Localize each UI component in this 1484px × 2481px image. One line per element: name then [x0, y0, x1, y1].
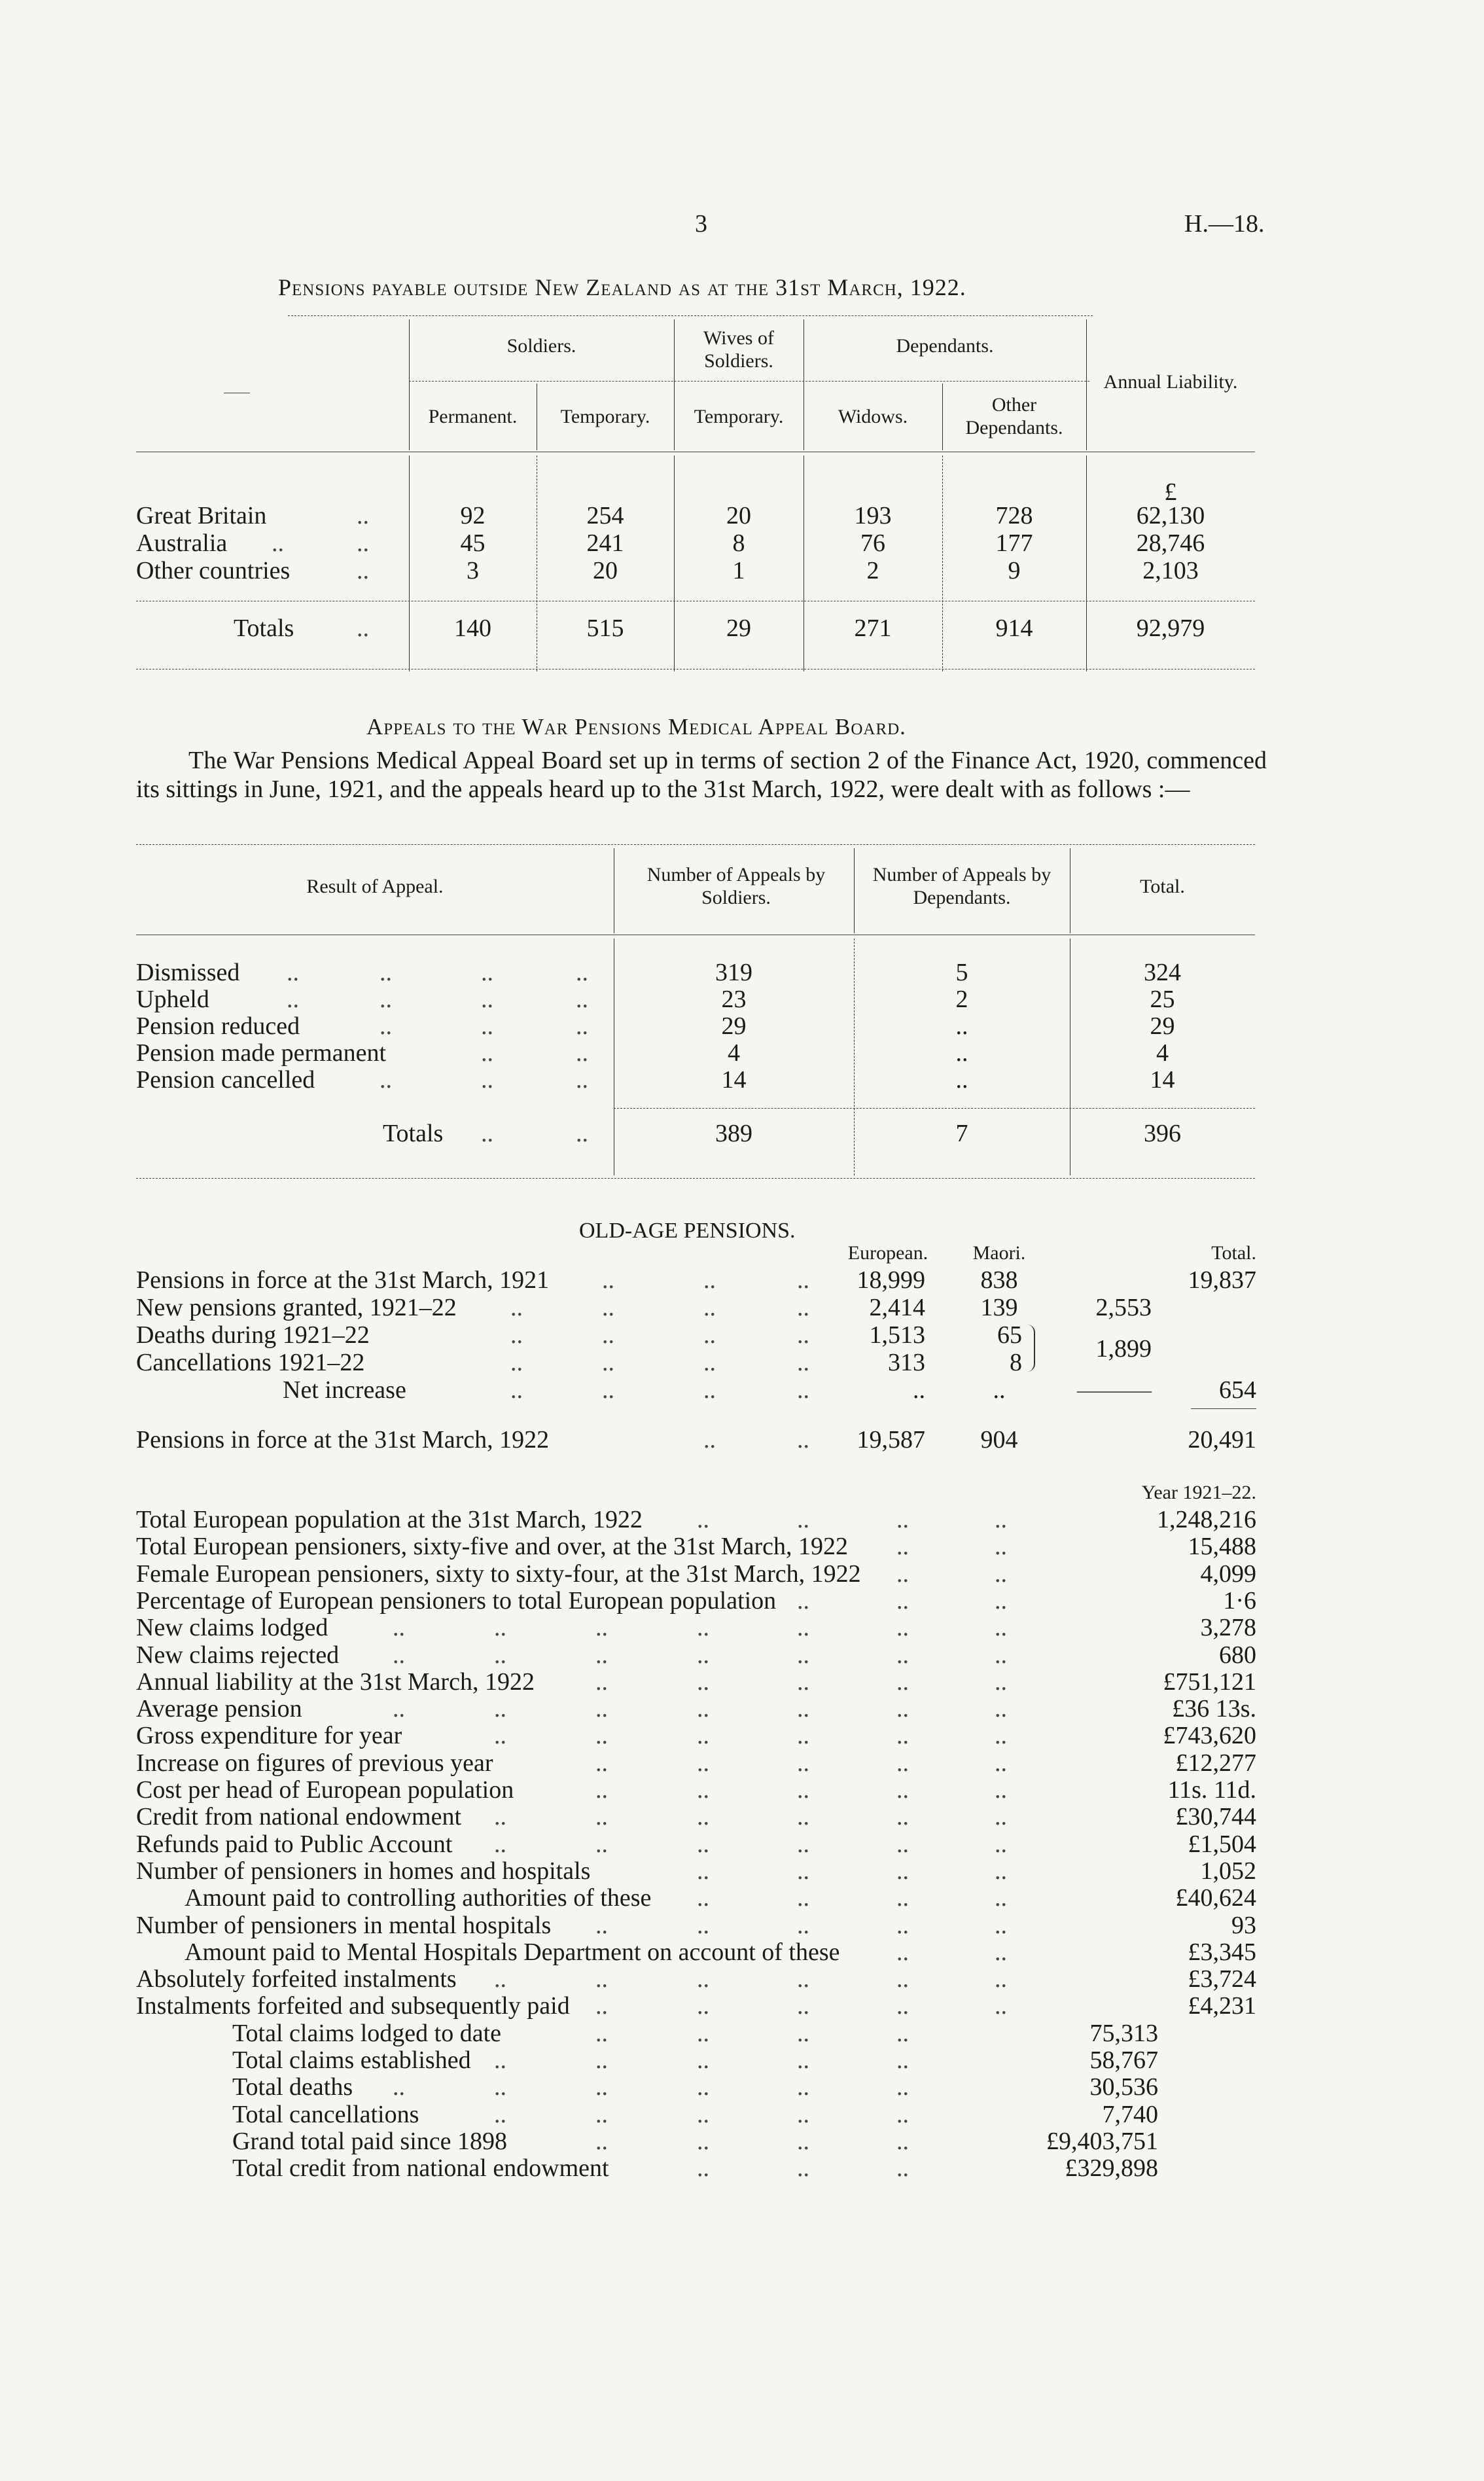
- table-row: Pensions in force at the 31st March, 1921 .. .. .. 18,999 838 19,837: [136, 1266, 1256, 1294]
- leader-dots: ..: [393, 1695, 405, 1723]
- stat-row: [0, 1588, 1484, 1615]
- leader-dots: ..: [595, 1776, 608, 1804]
- cumulative-label: Total claims lodged to date: [232, 2019, 502, 2047]
- leader-dots: ..: [595, 2127, 608, 2155]
- table-row: Pension reduced .. .. .. 29 .. 29: [136, 1012, 1175, 1040]
- leader-dots: ..: [595, 1749, 608, 1777]
- header-permanent: Permanent.: [428, 406, 518, 427]
- cumulative-value: 7,740: [1102, 2100, 1158, 2128]
- leader-dots: ..: [896, 1776, 909, 1804]
- stat-label: Percentage of European pensioners to total European population: [136, 1586, 777, 1615]
- leader-dots: ..: [595, 1965, 608, 1993]
- header-soldiers: Soldiers.: [506, 335, 576, 357]
- stat-value: 680: [1219, 1641, 1256, 1669]
- header-other-dependants: Other Dependants.: [965, 394, 1063, 438]
- stat-label: Increase on figures of previous year: [136, 1749, 493, 1777]
- leader-dots: ..: [393, 2073, 405, 2101]
- stat-label: Refunds paid to Public Account: [136, 1830, 453, 1858]
- table-row: Dismissed .. .. .. .. 319 5 324: [136, 959, 1181, 986]
- stat-value: £30,744: [1175, 1803, 1256, 1831]
- leader-dots: ..: [697, 1506, 709, 1533]
- stat-label: Gross expenditure for year: [136, 1722, 402, 1750]
- stat-value: 93: [1231, 1911, 1256, 1939]
- stat-label: Credit from national endowment: [136, 1803, 462, 1831]
- leader-dots: ..: [494, 2073, 506, 2101]
- cumulative-total-row: [0, 2155, 1484, 2183]
- leader-dots: ..: [797, 1668, 809, 1696]
- stat-label: Number of pensioners in mental hospitals: [136, 1911, 552, 1939]
- stat-value: 1·6: [1223, 1586, 1256, 1615]
- header-wives: Wives of Soldiers.: [703, 327, 774, 372]
- leader-dots: ..: [995, 1803, 1007, 1831]
- stat-value: 1,248,216: [1157, 1506, 1256, 1533]
- leader-dots: ..: [494, 2046, 506, 2074]
- leader-dots: ..: [595, 1911, 608, 1939]
- leader-dots: ..: [595, 2019, 608, 2047]
- leader-dots: ..: [995, 1614, 1007, 1642]
- deaths-cancellations-subtotal: 1,899: [1095, 1335, 1152, 1363]
- stat-row: [0, 1777, 1484, 1804]
- cumulative-total-row: [0, 2020, 1484, 2048]
- leader-dots: ..: [595, 1722, 608, 1750]
- leader-dots: ..: [896, 1965, 909, 1993]
- header-total: Total.: [1140, 876, 1185, 897]
- leader-dots: ..: [697, 1776, 709, 1804]
- header-annual-liability: Annual Liability.: [1103, 371, 1238, 393]
- stat-label: Cost per head of European population: [136, 1776, 514, 1804]
- leader-dots: ..: [595, 1803, 608, 1831]
- leader-dots: ..: [797, 1749, 809, 1777]
- leader-dots: ..: [797, 1695, 809, 1723]
- leader-dots: ..: [494, 1722, 506, 1750]
- leader-dots: ..: [896, 1641, 909, 1669]
- header-european: European.: [847, 1242, 928, 1264]
- table-row: Pension made permanent .. .. 4 .. 4: [136, 1039, 1169, 1067]
- leader-dots: ..: [697, 1992, 709, 2020]
- stat-row: [0, 1858, 1484, 1885]
- leader-dots: ..: [896, 1668, 909, 1696]
- leader-dots: ..: [494, 1614, 506, 1642]
- leader-dots: ..: [995, 1938, 1007, 1966]
- stat-value: £751,121: [1163, 1668, 1256, 1696]
- leader-dots: ..: [896, 1857, 909, 1885]
- leader-dots: ..: [797, 2073, 809, 2101]
- stat-value: £4,231: [1188, 1992, 1256, 2020]
- stat-row: [0, 1615, 1484, 1642]
- leader-dots: ..: [896, 1695, 909, 1723]
- leader-dots: ..: [896, 2154, 909, 2183]
- cumulative-total-row: [0, 2047, 1484, 2075]
- table-row: Upheld .. .. .. .. 23 2 25: [136, 986, 1175, 1013]
- header-wives-temporary: Temporary.: [694, 406, 784, 427]
- stat-row: [0, 1533, 1484, 1561]
- leader-dots: ..: [494, 1830, 506, 1858]
- stat-row: [0, 1507, 1484, 1534]
- table-row: Cancellations 1921–22 .. .. .. .. 313 8: [136, 1349, 1022, 1376]
- stat-label: Absolutely forfeited instalments: [136, 1965, 457, 1993]
- cumulative-value: £9,403,751: [1046, 2127, 1158, 2155]
- cumulative-label: Total claims established: [232, 2046, 471, 2074]
- stat-label: Instalments forfeited and subsequently paid: [136, 1992, 570, 2020]
- leader-dots: ..: [995, 1911, 1007, 1939]
- leader-dots: ..: [797, 2127, 809, 2155]
- leader-dots: ..: [697, 1911, 709, 1939]
- stat-row: [0, 1561, 1484, 1588]
- leader-dots: ..: [797, 1992, 809, 2020]
- leader-dots: ..: [494, 1803, 506, 1831]
- appeals-title: Appeals to the War Pensions Medical Appeal Board.: [366, 714, 906, 740]
- leader-dots: ..: [995, 1749, 1007, 1777]
- leader-dots: ..: [797, 2100, 809, 2128]
- leader-dots: ..: [797, 1965, 809, 1993]
- leader-dots: ..: [797, 1641, 809, 1669]
- stat-label: Average pension: [136, 1695, 302, 1723]
- leader-dots: ..: [896, 1911, 909, 1939]
- stat-row: [0, 1722, 1484, 1750]
- stat-row: [0, 1669, 1484, 1696]
- cumulative-label: Total credit from national endowment: [232, 2154, 609, 2183]
- year-header: Year 1921–22.: [1141, 1482, 1256, 1503]
- leader-dots: ..: [797, 2019, 809, 2047]
- leader-dots: ..: [494, 1695, 506, 1723]
- cumulative-value: £329,898: [1065, 2154, 1158, 2183]
- leader-dots: ..: [995, 1668, 1007, 1696]
- cumulative-total-row: [0, 2128, 1484, 2156]
- leader-dots: ..: [995, 1830, 1007, 1858]
- stat-row: [0, 1696, 1484, 1723]
- leader-dots: ..: [697, 1695, 709, 1723]
- currency-symbol: £: [1164, 478, 1177, 506]
- oldage-title: OLD-AGE PENSIONS.: [579, 1219, 796, 1243]
- leader-dots: ..: [595, 1992, 608, 2020]
- leader-dots: ..: [697, 2046, 709, 2074]
- leader-dots: ..: [595, 2100, 608, 2128]
- header-oldage-total: Total.: [1211, 1242, 1256, 1264]
- header-temporary: Temporary.: [560, 406, 650, 427]
- stat-label: New claims rejected: [136, 1641, 340, 1669]
- leader-dots: ..: [797, 1884, 809, 1912]
- stat-row: [0, 1804, 1484, 1831]
- cumulative-label: Total cancellations: [232, 2100, 419, 2128]
- leader-dots: ..: [393, 1614, 405, 1642]
- leader-dots: ..: [595, 2073, 608, 2101]
- table-row: Great Britain .. 92 254 20 193 728 62,130: [136, 502, 1205, 529]
- header-maori: Maori.: [972, 1242, 1026, 1264]
- leader-dots: ..: [494, 1641, 506, 1669]
- stat-value: £3,724: [1188, 1965, 1256, 1993]
- leader-dots: ..: [697, 1641, 709, 1669]
- header-widows: Widows.: [838, 406, 908, 427]
- leader-dots: ..: [896, 1506, 909, 1533]
- leader-dots: ..: [995, 1586, 1007, 1615]
- leader-dots: ..: [995, 1965, 1007, 1993]
- stat-value: 15,488: [1188, 1533, 1256, 1561]
- document-reference: H.—18.: [1184, 210, 1265, 238]
- leader-dots: ..: [896, 2019, 909, 2047]
- leader-dots: ..: [896, 1992, 909, 2020]
- stat-row: [0, 1966, 1484, 1993]
- stat-value: 1,052: [1200, 1857, 1256, 1885]
- table-row: Pension cancelled .. .. .. 14 .. 14: [136, 1066, 1175, 1094]
- table-row: New pensions granted, 1921–22 .. .. .. .. 2,414 139 2,553: [136, 1294, 1152, 1321]
- leader-dots: ..: [697, 1965, 709, 1993]
- header-appeals-by-soldiers: Number of Appeals by Soldiers.: [646, 864, 826, 908]
- leader-dots: ..: [595, 1695, 608, 1723]
- leader-dots: ..: [393, 1641, 405, 1669]
- leader-dots: ..: [697, 1803, 709, 1831]
- leader-dots: ..: [595, 1830, 608, 1858]
- leader-dots: ..: [797, 2154, 809, 2183]
- table-row: Australia .. .. 45 241 8 76 177 28,746: [136, 529, 1205, 557]
- leader-dots: ..: [595, 1668, 608, 1696]
- stat-value: £1,504: [1188, 1830, 1256, 1858]
- leader-dots: ..: [995, 1533, 1007, 1561]
- leader-dots: ..: [896, 1614, 909, 1642]
- stat-row: [0, 1831, 1484, 1859]
- leader-dots: ..: [896, 1884, 909, 1912]
- outside-table-title: Pensions payable outside New Zealand as at the 31st March, 1922.: [278, 274, 966, 300]
- header-dependants: Dependants.: [896, 335, 994, 357]
- leader-dots: ..: [896, 1830, 909, 1858]
- leader-dots: ..: [995, 1776, 1007, 1804]
- leader-dots: ..: [697, 1749, 709, 1777]
- leader-dots: ..: [896, 1722, 909, 1750]
- leader-dots: ..: [797, 1857, 809, 1885]
- stat-value: £12,277: [1175, 1749, 1256, 1777]
- leader-dots: ..: [896, 1938, 909, 1966]
- stat-label: New claims lodged: [136, 1614, 328, 1642]
- leader-dots: ..: [995, 1722, 1007, 1750]
- leader-dots: ..: [697, 2073, 709, 2101]
- leader-dots: ..: [494, 1965, 506, 1993]
- stat-row: [0, 1750, 1484, 1777]
- stat-row: [0, 1642, 1484, 1669]
- stat-row: [0, 1912, 1484, 1940]
- leader-dots: ..: [995, 1857, 1007, 1885]
- leader-dots: ..: [995, 1641, 1007, 1669]
- totals-row: Totals .. .. 389 7 396: [383, 1120, 1181, 1147]
- leader-dots: ..: [995, 1695, 1007, 1723]
- page-number: 3: [695, 210, 707, 238]
- leader-dots: ..: [896, 1533, 909, 1561]
- cumulative-total-row: [0, 2074, 1484, 2101]
- table-row: Deaths during 1921–22 .. .. .. .. 1,513 65: [136, 1321, 1022, 1349]
- leader-dots: ..: [697, 1857, 709, 1885]
- leader-dots: ..: [995, 1992, 1007, 2020]
- stat-row: [0, 1993, 1484, 2020]
- stat-label: Amount paid to Mental Hospitals Department on account of these: [185, 1938, 840, 1966]
- cumulative-label: Total deaths: [232, 2073, 353, 2101]
- stat-label: Annual liability at the 31st March, 1922: [136, 1668, 535, 1696]
- stat-value: £40,624: [1175, 1884, 1256, 1912]
- leader-dots: ..: [797, 1506, 809, 1533]
- stat-value: 4,099: [1200, 1560, 1256, 1588]
- cumulative-value: 75,313: [1089, 2019, 1158, 2047]
- leader-dots: ..: [797, 1722, 809, 1750]
- leader-dots: ..: [896, 2127, 909, 2155]
- table-row: Other countries .. 3 20 1 2 9 2,103: [136, 557, 1199, 584]
- leader-dots: ..: [896, 1749, 909, 1777]
- leader-dots: ..: [896, 2073, 909, 2101]
- leader-dots: ..: [797, 1803, 809, 1831]
- net-increase-row: Net increase .. .. .. .. .. .. ——— 654: [283, 1376, 1256, 1404]
- stat-row: [0, 1885, 1484, 1912]
- leader-dots: ..: [697, 2019, 709, 2047]
- leader-dots: ..: [896, 1803, 909, 1831]
- leader-dots: ..: [797, 1830, 809, 1858]
- cumulative-value: 30,536: [1089, 2073, 1158, 2101]
- leader-dots: ..: [995, 1560, 1007, 1588]
- stat-value: 3,278: [1200, 1614, 1256, 1642]
- cumulative-total-row: [0, 2101, 1484, 2129]
- leader-dots: ..: [697, 2127, 709, 2155]
- leader-dots: ..: [797, 2046, 809, 2074]
- leader-dots: ..: [697, 1830, 709, 1858]
- leader-dots: ..: [697, 1884, 709, 1912]
- stat-label: Amount paid to controlling authorities of these: [185, 1884, 652, 1912]
- leader-dots: ..: [697, 1614, 709, 1642]
- leader-dots: ..: [797, 1911, 809, 1939]
- cumulative-value: 58,767: [1089, 2046, 1158, 2074]
- leader-dots: ..: [697, 1722, 709, 1750]
- stat-value: 11s. 11d.: [1167, 1776, 1256, 1804]
- leader-dots: ..: [697, 2154, 709, 2183]
- header-result-of-appeal: Result of Appeal.: [306, 876, 444, 897]
- leader-dots: ..: [995, 1506, 1007, 1533]
- leader-dots: ..: [697, 1668, 709, 1696]
- stat-label: Total European population at the 31st March, 1922: [136, 1506, 643, 1533]
- leader-dots: ..: [797, 1614, 809, 1642]
- stat-label: Number of pensioners in homes and hospitals: [136, 1857, 591, 1885]
- cumulative-label: Grand total paid since 1898: [232, 2127, 508, 2155]
- totals-row: Totals .. 140 515 29 271 914 92,979: [234, 615, 1205, 642]
- stat-value: £743,620: [1163, 1722, 1256, 1750]
- leader-dots: ..: [494, 2100, 506, 2128]
- stat-label: Total European pensioners, sixty-five and over, at the 31st March, 1922: [136, 1533, 849, 1561]
- leader-dots: ..: [896, 2046, 909, 2074]
- leader-dots: ..: [896, 1586, 909, 1615]
- stat-row: [0, 1939, 1484, 1967]
- leader-dots: ..: [595, 1641, 608, 1669]
- leader-dots: ..: [595, 2046, 608, 2074]
- leader-dots: ..: [995, 1884, 1007, 1912]
- leader-dots: ..: [697, 2100, 709, 2128]
- appeals-paragraph: The War Pensions Medical Appeal Board set up in terms of section 2 of the Finance Act, 1920, commenced its sittings in June, 1921, and the appeals heard up to the 31st March, 1922, were dealt with as follows :—: [136, 747, 1267, 803]
- stat-value: £3,345: [1188, 1938, 1256, 1966]
- stat-label: Female European pensioners, sixty to sixty-four, at the 31st March, 1922: [136, 1560, 861, 1588]
- leader-dots: ..: [595, 1614, 608, 1642]
- leader-dots: ..: [797, 1586, 809, 1615]
- header-appeals-by-dependants: Number of Appeals by Dependants.: [872, 864, 1051, 908]
- leader-dots: ..: [896, 1560, 909, 1588]
- leader-dots: ..: [896, 2100, 909, 2128]
- leader-dots: ..: [797, 1776, 809, 1804]
- final-pensions-row: Pensions in force at the 31st March, 1922 .. .. 19,587 904 20,491: [136, 1426, 1256, 1454]
- stat-value: £36 13s.: [1172, 1695, 1256, 1723]
